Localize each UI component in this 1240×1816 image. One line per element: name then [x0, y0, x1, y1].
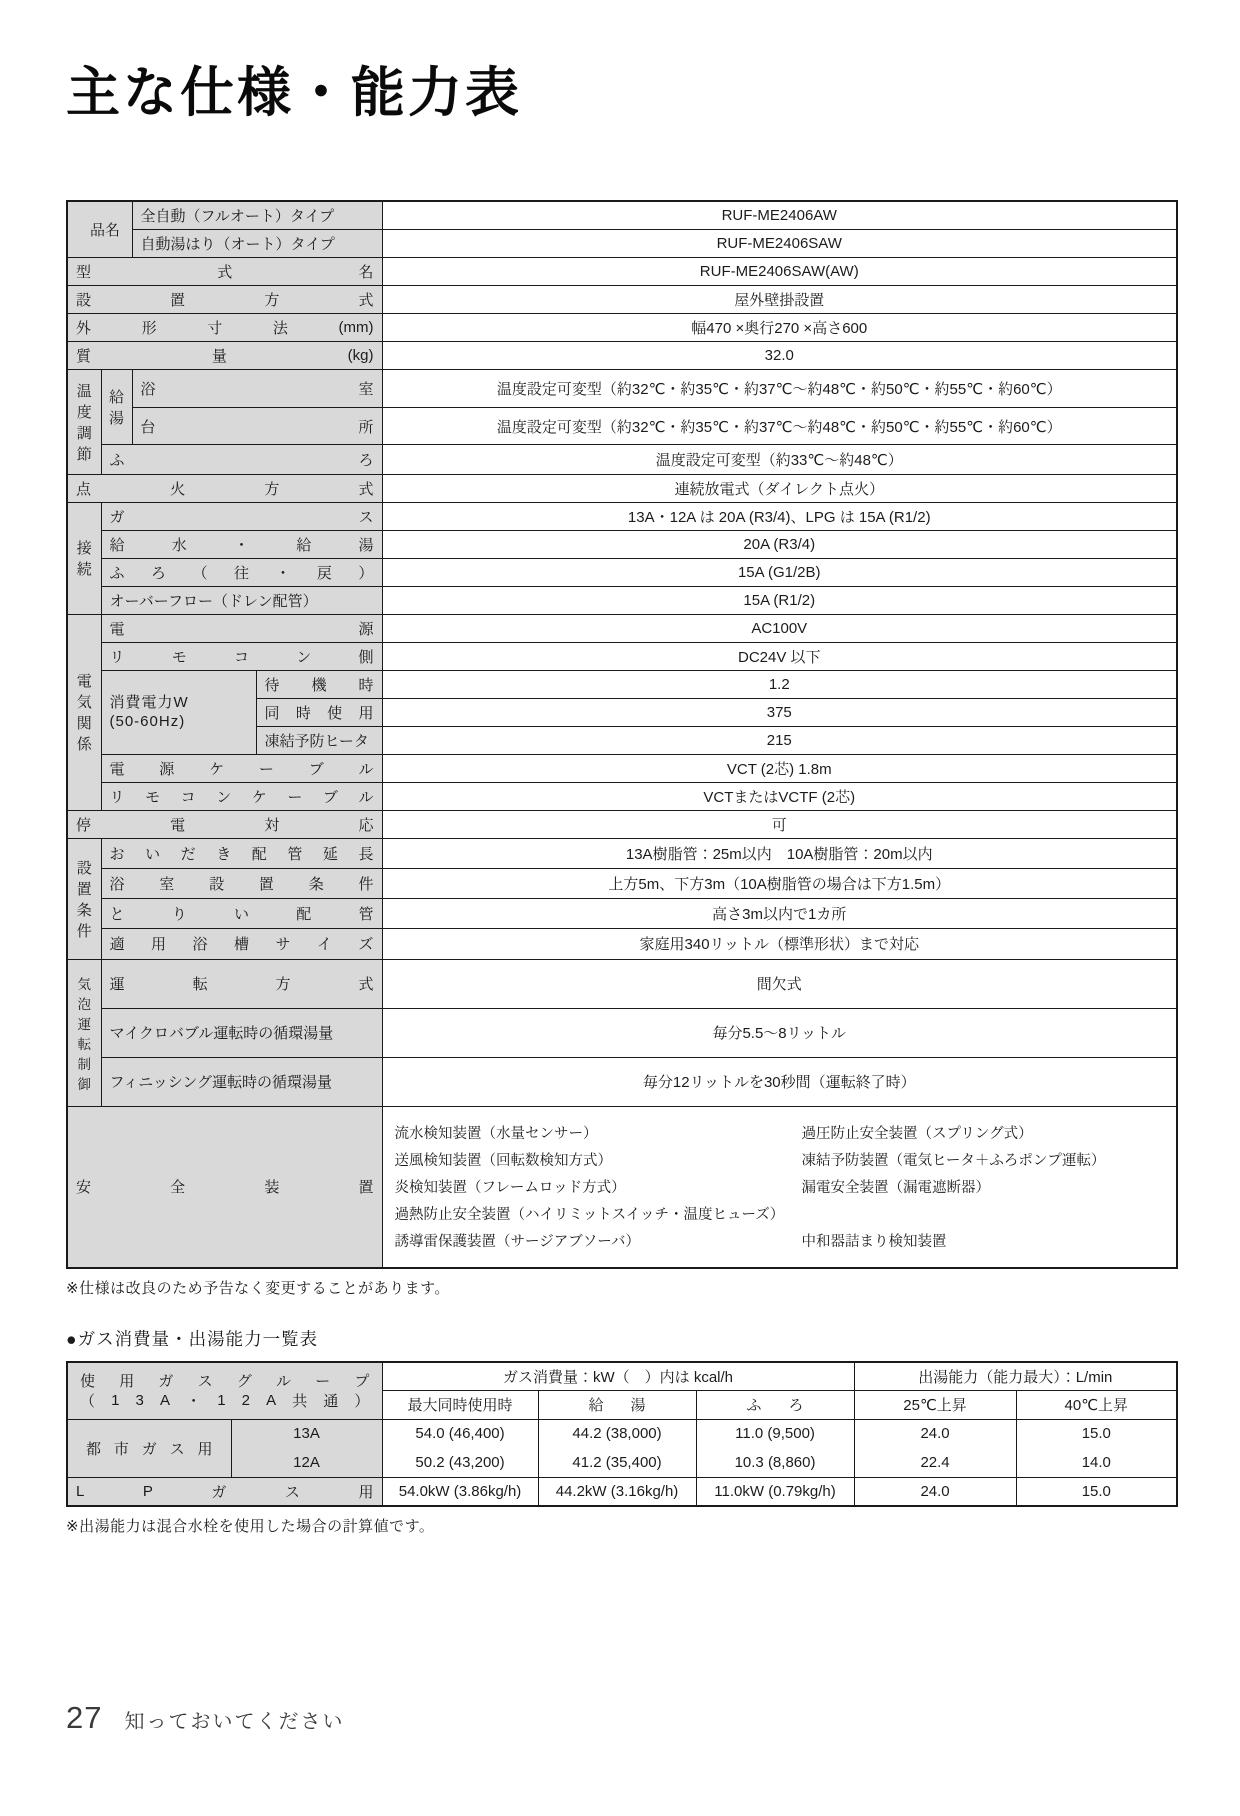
label-microbubble-flow: マイクロバブル運転時の循環湯量 [101, 1008, 382, 1057]
label-installation-method: 設 置 方 式 [67, 285, 382, 313]
label-safety-devices: 安 全 装 置 [67, 1106, 382, 1268]
value-13a-25c: 24.0 [854, 1419, 1016, 1448]
value-lp-25c: 24.0 [854, 1477, 1016, 1506]
label-operation-method: 運 転 方 式 [101, 959, 382, 1008]
value-full-auto-model: RUF-ME2406AW [382, 201, 1177, 229]
safety-item: 過熱防止安全装置（ハイリミットスイッチ・温度ヒューズ） [394, 1207, 785, 1224]
label-intake-pipe: と り い 配 管 [101, 899, 382, 929]
label-simultaneous-use: 同 時 使 用 [256, 698, 382, 726]
value-12a-max: 50.2 (43,200) [382, 1448, 538, 1477]
value-microbubble-flow: 毎分5.5～8リットル [382, 1008, 1177, 1057]
value-power-cable: VCT (2芯) 1.8m [382, 754, 1177, 782]
value-bathroom-conditions: 上方5m、下方3m（10A樹脂管の場合は下方1.5m） [382, 868, 1177, 898]
value-13a-max: 54.0 (46,400) [382, 1419, 538, 1448]
footer-section-title: 知っておいてください [124, 1711, 345, 1733]
label-bath-pipes: ふ ろ （ 往 ・ 戻 ） [101, 558, 382, 586]
label-power-outage: 停 電 対 応 [67, 810, 382, 838]
value-model-name: RUF-ME2406SAW(AW) [382, 257, 1177, 285]
label-power-consumption [101, 670, 256, 754]
col-header-max-simultaneous: 最大同時使用時 [382, 1390, 538, 1419]
col-header-40c-rise: 40℃上昇 [1016, 1390, 1177, 1419]
value-13a-40c: 15.0 [1016, 1419, 1177, 1448]
value-finishing-flow: 毎分12リットルを30秒間（運転終了時） [382, 1057, 1177, 1106]
label-remote-cable: リ モ コ ン ケ ー ブ ル [101, 782, 382, 810]
label-gas-connection: ガ ス [101, 502, 382, 530]
value-operation-method: 間欠式 [382, 959, 1177, 1008]
safety-item: 炎検知装置（フレームロッド方式） [394, 1180, 626, 1197]
value-simultaneous-use: 375 [382, 698, 1177, 726]
label-product-name: 品 名 [67, 201, 132, 257]
value-installation-method: 屋外壁掛設置 [382, 285, 1177, 313]
label-power-source: 電 源 [101, 614, 382, 642]
value-standby: 1.2 [382, 670, 1177, 698]
label-power-consumption-line1: 消費電力W [109, 694, 189, 712]
value-ignition: 連続放電式（ダイレクト点火） [382, 474, 1177, 502]
value-remote-cable: VCTまたはVCTF (2芯) [382, 782, 1177, 810]
output-capacity-header: 出湯能力（能力最大）：L/min [854, 1362, 1177, 1390]
gas-consumption-table [66, 1361, 1178, 1507]
col-header-bath: ふ ろ [696, 1390, 854, 1419]
value-remote-side: DC24V 以下 [382, 642, 1177, 670]
label-ignition: 点 火 方 式 [67, 474, 382, 502]
safety-item: 凍結予防装置（電気ヒータ＋ふろポンプ運転） [801, 1153, 1106, 1170]
label-12a: 12A [231, 1448, 382, 1477]
value-tub-size: 家庭用340リットル（標準形状）まで対応 [382, 929, 1177, 959]
value-12a-40c: 14.0 [1016, 1448, 1177, 1477]
spec-note: ※仕様は改良のため予告なく変更することがあります。 [66, 1280, 450, 1298]
value-lp-hot-water: 44.2kW (3.16kg/h) [538, 1477, 696, 1506]
value-power-outage: 可 [382, 810, 1177, 838]
group-label-hot-water: 給 湯 [101, 369, 132, 445]
label-city-gas: 都 市 ガ ス 用 [67, 1419, 231, 1477]
value-dimensions: 幅470 ×奥行270 ×高さ600 [382, 313, 1177, 341]
label-remote-side: リ モ コ ン 側 [101, 642, 382, 670]
value-antifreeze-heater: 215 [382, 726, 1177, 754]
value-safety-devices [382, 1106, 1177, 1268]
value-water-supply: 20A (R3/4) [382, 530, 1177, 558]
label-standby: 待 機 時 [256, 670, 382, 698]
label-bathroom: 浴 室 [132, 369, 382, 407]
footer-page-number: 27 [66, 1700, 103, 1735]
group-label-bubble-control: 気 泡 運 転 制 御 [67, 959, 101, 1106]
safety-item: 漏電安全装置（漏電遮断器） [801, 1180, 990, 1197]
page-footer [66, 1700, 344, 1736]
safety-item: 流水検知装置（水量センサー） [394, 1126, 598, 1143]
group-label-temp-control: 温 度 調 節 [67, 369, 101, 474]
gas-consumption-header: ガス消費量：kW（ ）内は kcal/h [382, 1362, 854, 1390]
safety-item: 過圧防止安全装置（スプリング式） [801, 1126, 1033, 1143]
label-finishing-flow: フィニッシング運転時の循環湯量 [101, 1057, 382, 1106]
label-reheat-pipe: お い だ き 配 管 延 長 [101, 838, 382, 868]
value-weight: 32.0 [382, 341, 1177, 369]
label-lp-gas: L P ガ ス 用 [67, 1477, 382, 1506]
value-reheat-pipe: 13A樹脂管：25m以内 10A樹脂管：20m以内 [382, 838, 1177, 868]
value-bathroom-temp: 温度設定可変型（約32℃・約35℃・約37℃～約48℃・約50℃・約55℃・約60℃） [382, 369, 1177, 407]
value-power-source: AC100V [382, 614, 1177, 642]
safety-item: 誘導雷保護装置（サージアブソーバ） [394, 1234, 640, 1251]
value-intake-pipe: 高さ3m以内で1カ所 [382, 899, 1177, 929]
page-content [66, 62, 1176, 1536]
value-overflow: 15A (R1/2) [382, 586, 1177, 614]
label-antifreeze-heater: 凍結予防ヒータ [256, 726, 382, 754]
label-power-cable: 電 源 ケ ー ブ ル [101, 754, 382, 782]
col-header-25c-rise: 25℃上昇 [854, 1390, 1016, 1419]
gas-group-header: 使 用 ガ ス グ ル ー プ （ 1 3 A ・ 1 2 A 共 通 ） [67, 1362, 382, 1419]
label-power-consumption-line2: (50-60Hz) [109, 713, 186, 731]
value-13a-bath: 11.0 (9,500) [696, 1419, 854, 1448]
value-kitchen-temp: 温度設定可変型（約32℃・約35℃・約37℃～約48℃・約50℃・約55℃・約60℃） [382, 407, 1177, 445]
gas-table-heading: ●ガス消費量・出湯能力一覧表 [66, 1329, 319, 1350]
label-dimensions: 外 形 寸 法 (mm) [67, 313, 382, 341]
value-bath-pipes: 15A (G1/2B) [382, 558, 1177, 586]
group-label-electrical: 電 気 関 係 [67, 614, 101, 810]
safety-item: 送風検知装置（回転数検知方式） [394, 1153, 612, 1170]
label-bath: ふ ろ [101, 445, 382, 474]
group-label-install-conditions: 設 置 条 件 [67, 838, 101, 959]
value-gas-connection: 13A・12A は 20A (R3/4)、LPG は 15A (R1/2) [382, 502, 1177, 530]
label-overflow: オーバーフロー（ドレン配管） [101, 586, 382, 614]
value-bath-temp: 温度設定可変型（約33℃～約48℃） [382, 445, 1177, 474]
value-12a-hot-water: 41.2 (35,400) [538, 1448, 696, 1477]
value-13a-hot-water: 44.2 (38,000) [538, 1419, 696, 1448]
value-lp-max: 54.0kW (3.86kg/h) [382, 1477, 538, 1506]
label-tub-size: 適 用 浴 槽 サ イ ズ [101, 929, 382, 959]
label-13a: 13A [231, 1419, 382, 1448]
label-bathroom-conditions: 浴 室 設 置 条 件 [101, 868, 382, 898]
value-12a-bath: 10.3 (8,860) [696, 1448, 854, 1477]
label-model-name: 型 式 名 [67, 257, 382, 285]
value-auto-model: RUF-ME2406SAW [382, 229, 1177, 257]
label-auto-type: 自動湯はり（オート）タイプ [132, 229, 382, 257]
value-12a-25c: 22.4 [854, 1448, 1016, 1477]
spec-table [66, 200, 1178, 1269]
label-weight: 質 量 (kg) [67, 341, 382, 369]
label-kitchen: 台 所 [132, 407, 382, 445]
col-header-hot-water: 給 湯 [538, 1390, 696, 1419]
group-label-connections: 接 続 [67, 502, 101, 614]
value-lp-40c: 15.0 [1016, 1477, 1177, 1506]
safety-item: 中和器詰まり検知装置 [801, 1234, 947, 1251]
gas-note: ※出湯能力は混合水栓を使用した場合の計算値です。 [66, 1518, 435, 1536]
page-title: 主な仕様・能力表 [66, 63, 522, 123]
label-full-auto-type: 全自動（フルオート）タイプ [132, 201, 382, 229]
value-lp-bath: 11.0kW (0.79kg/h) [696, 1477, 854, 1506]
label-water-supply: 給 水 ・ 給 湯 [101, 530, 382, 558]
